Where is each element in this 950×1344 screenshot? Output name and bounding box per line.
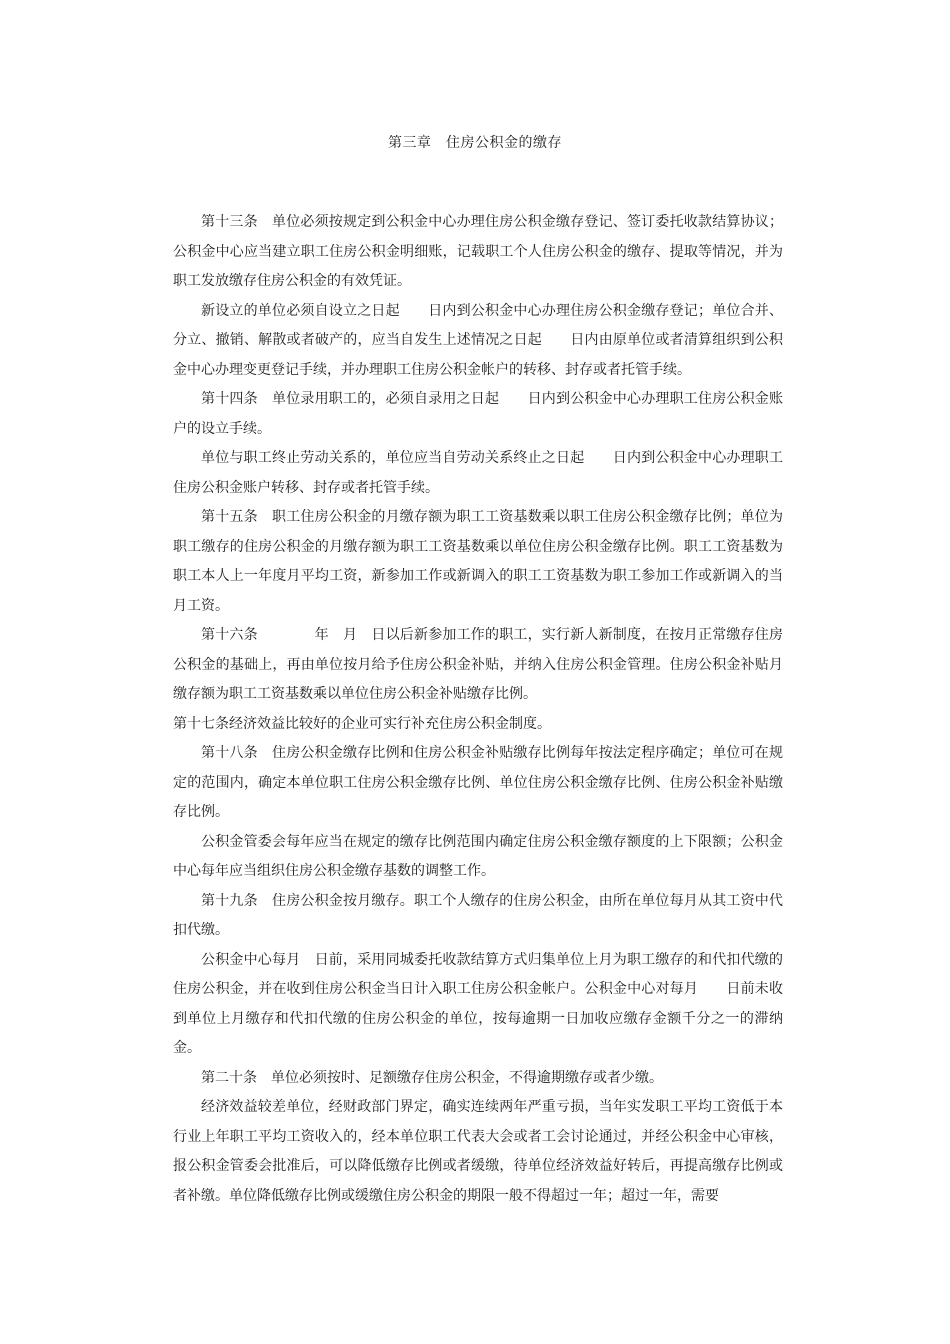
paragraph-new-unit-registration: 新设立的单位必须自设立之日起 日内到公积金中心办理住房公积金缴存登记；单位合并、分立、撤销、解散或者破产的，应当自发生上述情况之日起 日内由原单位或者清算组织到公积金中心办理变更登记手续，并办理职工住房公积金帐户的转移、封存或者托管手续。 xyxy=(173,302,783,378)
chapter-title: 第三章 住房公积金的缴存 xyxy=(388,135,562,151)
paragraph-article-20: 第二十条 单位必须按时、足额缴存住房公积金，不得逾期缴存或者少缴。 xyxy=(201,1069,663,1086)
paragraph-article-16: 第十六条 年 月 日以后新参加工作的职工，实行新人新制度，在按月正常缴存住房公积金的基础上，再由单位按月给予住房公积金补贴，并纳入住房公积金管理。住房公积金补贴月缴存额为职工工资基数乘以单位住房公积金补贴缴存比例。 xyxy=(173,627,783,702)
paragraph-article-19: 第十九条 住房公积金按月缴存。职工个人缴存的住房公积金，由所在单位每月从其工资中代扣代缴。 xyxy=(173,892,783,938)
paragraph-article-13: 第十三条 单位必须按规定到公积金中心办理住房公积金缴存登记、签订委托收款结算协议；公积金中心应当建立职工住房公积金明细账，记载职工个人住房公积金的缴存、提取等情况，并为职工发放缴存住房公积金的有效凭证。 xyxy=(173,214,783,289)
document-body xyxy=(173,208,783,1211)
paragraph-management-committee: 公积金管委会每年应当在规定的缴存比例范围内确定住房公积金缴存额度的上下限额；公积金中心每年应当组织住房公积金缴存基数的调整工作。 xyxy=(173,833,783,879)
paragraph-article-17: 第十七条经济效益比较好的企业可实行补充住房公积金制度。 xyxy=(173,715,551,732)
paragraph-monthly-collection: 公积金中心每月 日前，采用同城委托收款结算方式归集单位上月为职工缴存的和代扣代缴的住房公积金，并在收到住房公积金当日计入职工住房公积金帐户。公积金中心对每月 日前未收到单位上月缴存和代扣代缴的住房公积金的单位，按每逾期一日加收应缴存金额千分之一的滞纳金。 xyxy=(173,951,783,1056)
paragraph-article-14: 第十四条 单位录用职工的，必须自录用之日起 日内到公积金中心办理职工住房公积金账户的设立手续。 xyxy=(173,391,783,437)
paragraph-article-15: 第十五条 职工住房公积金的月缴存额为职工工资基数乘以职工住房公积金缴存比例；单位为职工缴存的住房公积金的月缴存额为职工工资基数乘以单位住房公积金缴存比例。职工工资基数为职工本人上一年度月平均工资，新参加工作或新调入的职工工资基数为职工参加工作或新调入的当月工资。 xyxy=(173,509,783,614)
paragraph-economic-difficulty: 经济效益较差单位，经财政部门界定，确实连续两年严重亏损，当年实发职工平均工资低于本行业上年职工平均工资收入的，经本单位职工代表大会或者工会讨论通过，并经公积金中心审核，报公积金管委会批准后，可以降低缴存比例或者缓缴，待单位经济效益好转后，再提高缴存比例或者补缴。单位降低缴存比例或缓缴住房公积金的期限一般不得超过一年；超过一年，需要 xyxy=(173,1099,783,1204)
paragraph-termination: 单位与职工终止劳动关系的，单位应当自劳动关系终止之日起 日内到公积金中心办理职工住房公积金账户转移、封存或者托管手续。 xyxy=(173,450,783,496)
paragraph-article-18: 第十八条 住房公积金缴存比例和住房公积金补贴缴存比例每年按法定程序确定；单位可在规定的范围内，确定本单位职工住房公积金缴存比例、单位住房公积金缴存比例、住房公积金补贴缴存比例。 xyxy=(173,745,783,820)
